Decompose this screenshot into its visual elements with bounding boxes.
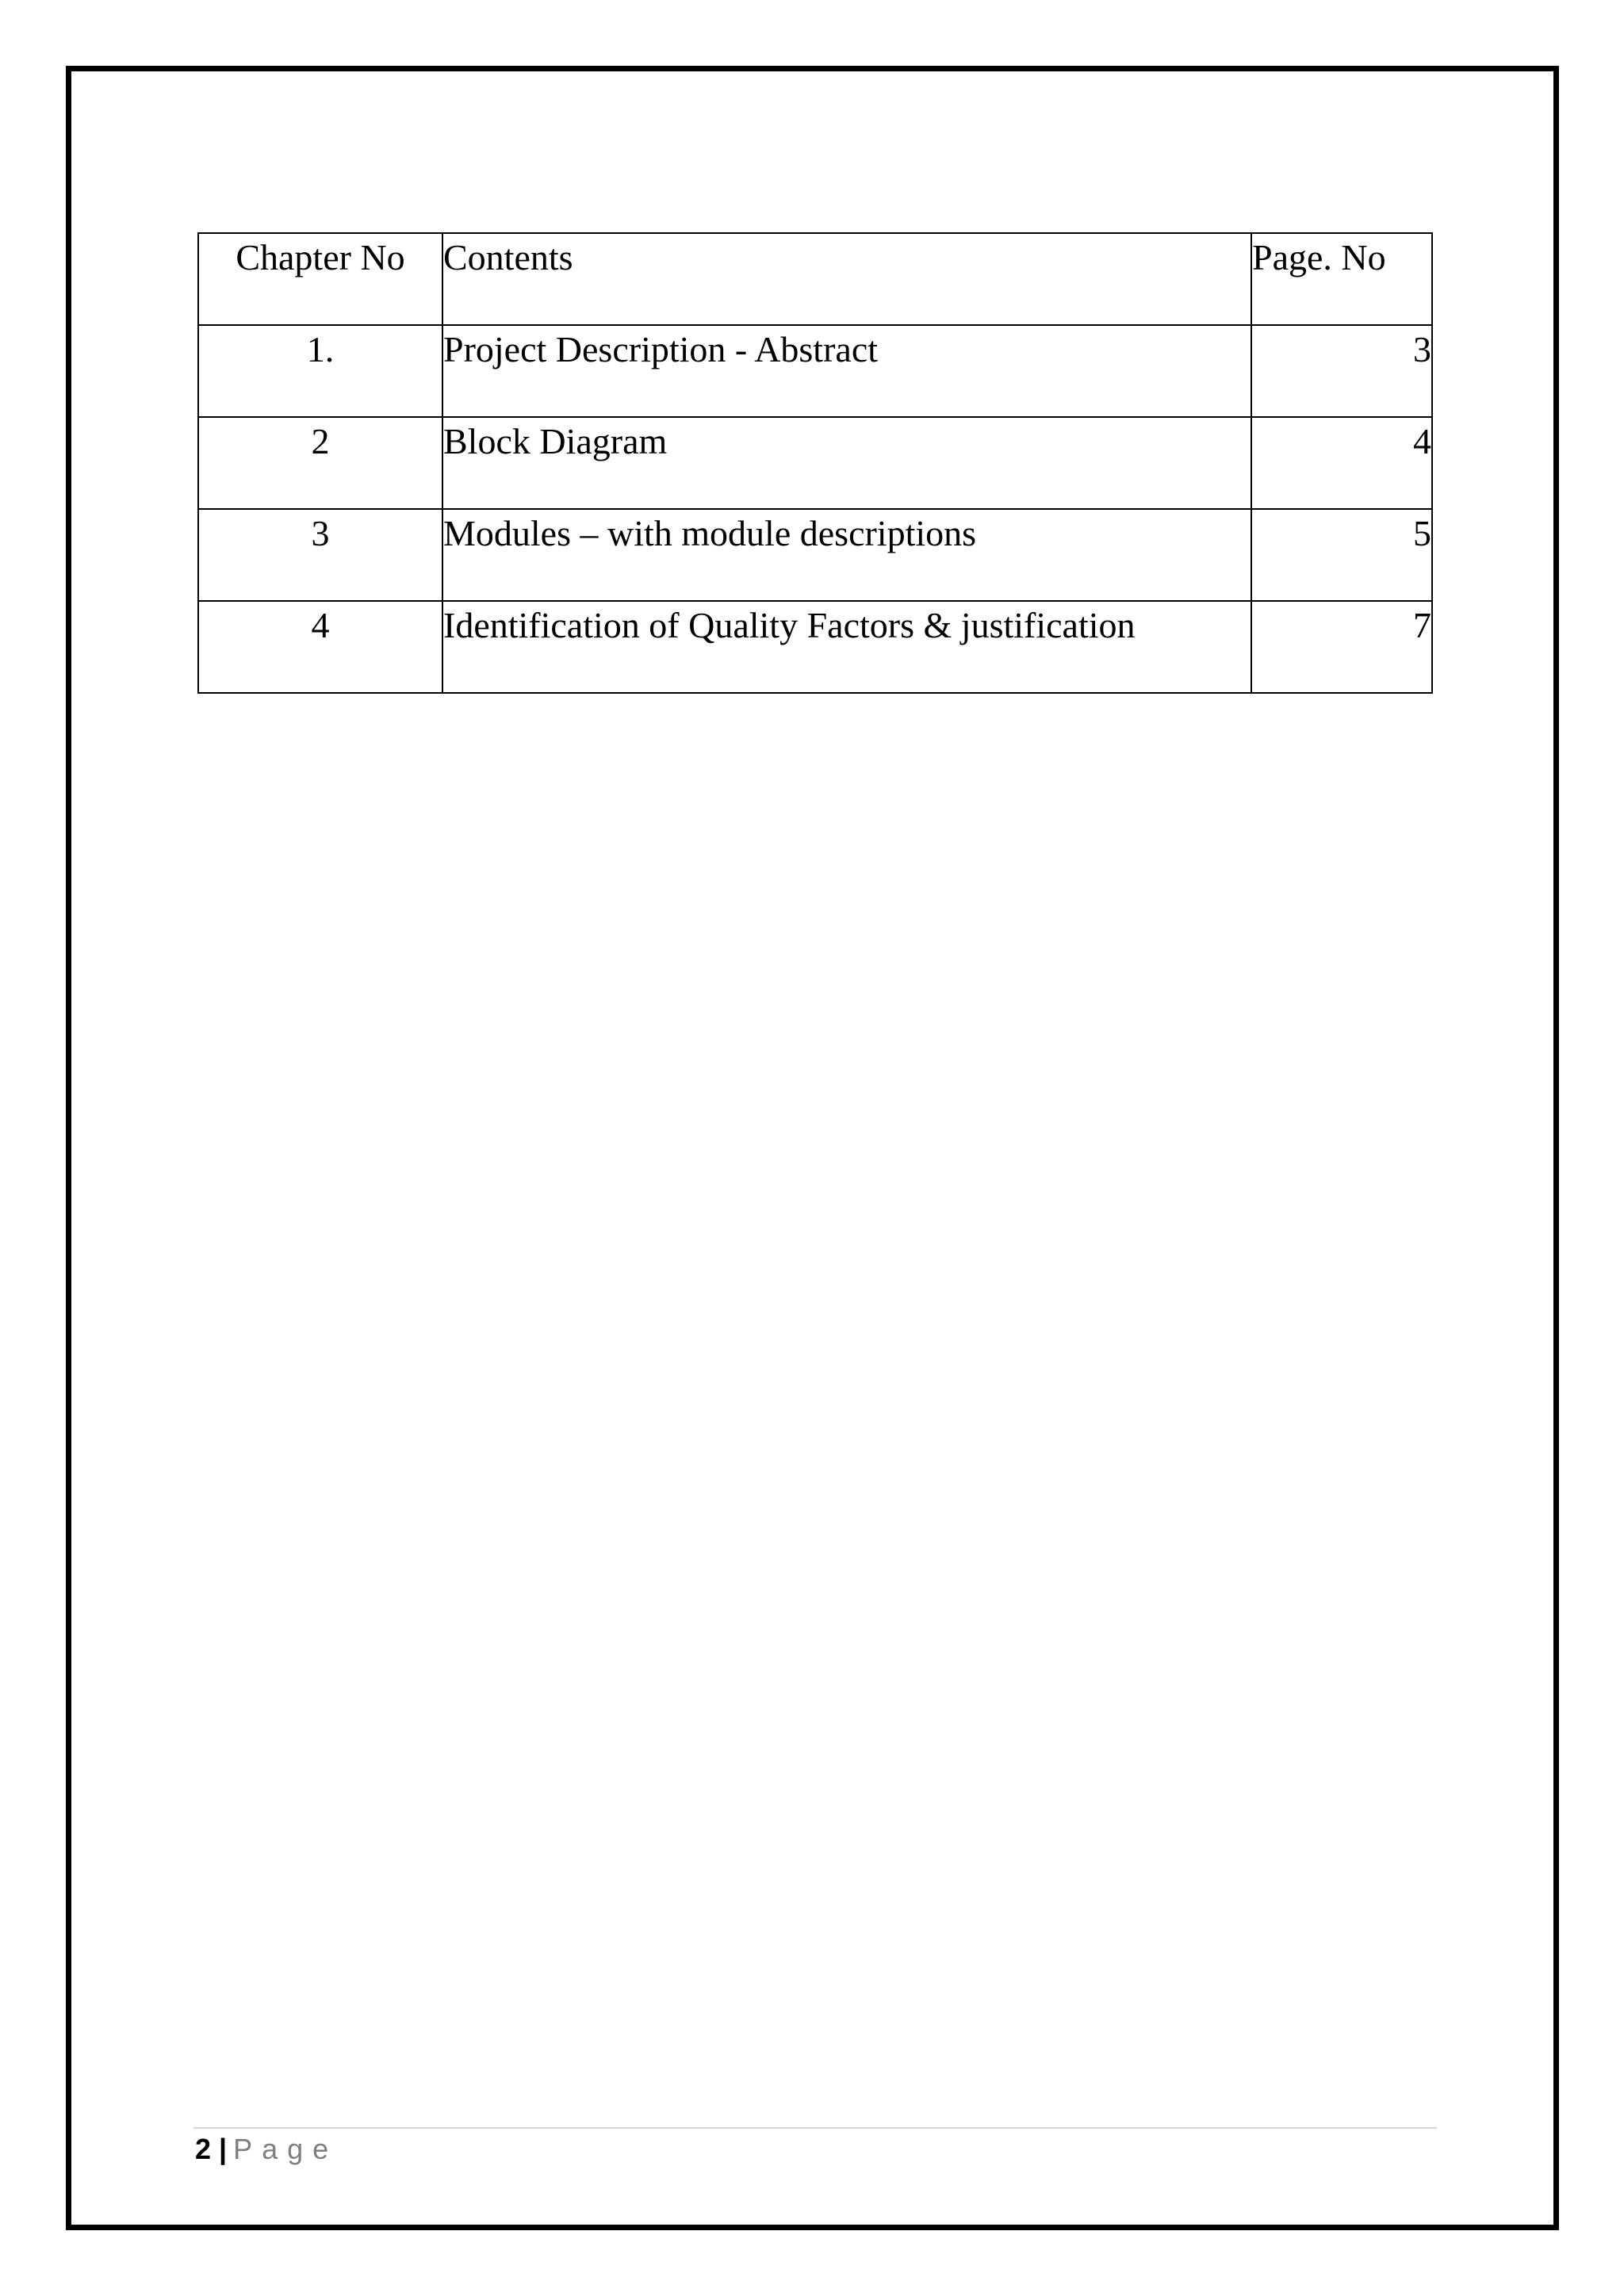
footer-page-number: 2 <box>195 2133 212 2165</box>
footer-separator: | <box>219 2133 228 2165</box>
chapter-title: Identification of Quality Factors & justification <box>442 601 1251 693</box>
table-row <box>198 509 1432 601</box>
header-page-no: Page. No <box>1251 233 1432 325</box>
footer-page-label: Page <box>233 2133 339 2165</box>
table-row <box>198 417 1432 509</box>
chapter-page: 7 <box>1251 601 1432 693</box>
chapter-page: 5 <box>1251 509 1432 601</box>
table-row <box>198 601 1432 693</box>
chapter-number: 1. <box>198 325 442 417</box>
chapter-title: Project Description - Abstract <box>442 325 1251 417</box>
footer-divider <box>193 2127 1437 2129</box>
chapter-number: 4 <box>198 601 442 693</box>
table-row <box>198 325 1432 417</box>
chapter-page: 3 <box>1251 325 1432 417</box>
table-of-contents <box>197 232 1433 694</box>
header-contents: Contents <box>442 233 1251 325</box>
header-chapter-no: Chapter No <box>198 233 442 325</box>
chapter-page: 4 <box>1251 417 1432 509</box>
chapter-number: 2 <box>198 417 442 509</box>
toc-header-row <box>198 233 1432 325</box>
chapter-title: Block Diagram <box>442 417 1251 509</box>
page-footer <box>195 2133 338 2166</box>
chapter-title: Modules – with module descriptions <box>442 509 1251 601</box>
chapter-number: 3 <box>198 509 442 601</box>
